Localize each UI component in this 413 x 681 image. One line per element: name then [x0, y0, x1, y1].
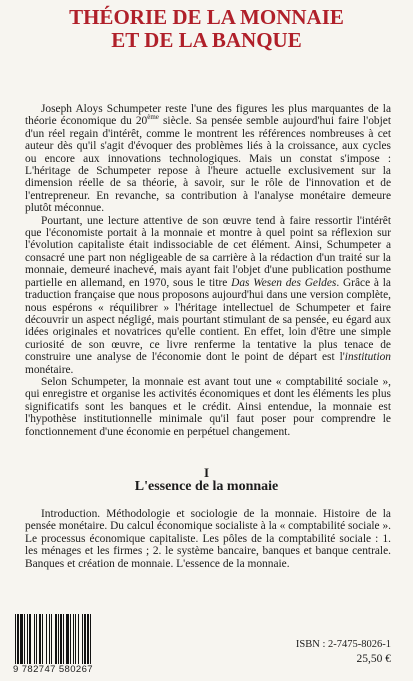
barcode-number: 9 782747 580267 [13, 664, 93, 675]
title-line-2: ET DE LA BANQUE [111, 28, 302, 52]
superscript: ème [147, 113, 159, 122]
barcode [13, 614, 125, 664]
title-line-1: THÉORIE DE LA MONNAIE [69, 5, 344, 29]
blurb [25, 103, 391, 438]
section-number: I [203, 465, 210, 480]
price: 25,50 € [356, 653, 391, 665]
section-contents: Introduction. Méthodologie et sociologie de la monnaie. Histoire de la pensée monétaire. Du calcul économique socialiste à la « comptabilité sociale ». Le processus économique capitaliste. Les pôles de la comptabilité sociale : 1. les ménages et les firmes ; 2. le système bancaire, banques et banque centrale. Banques et création de monnaie. L'essence de la monnaie. [25, 508, 391, 570]
paragraph-1: Joseph Aloys Schumpeter reste l'une des figures les plus marquantes de la théorie économique du 20ème siècle. Sa pensée semble aujourd'hui faire l'objet d'un réel regain d'intérêt, comme le montrent les références nombreuses à cet auteur dès qu'il s'agit d'évoquer des problèmes liés à la croissance, aux cycles ou encore aux innovations technologiques. Mais un constat s'impose : L'héritage de Schumpeter repose à l'heure actuelle exclusivement sur la dimension réelle de sa théorie, à savoir, sur le rôle de l'innovation et de l'entrepreneur. En revanche, sa contribution à l'analyse monétaire demeure plutôt méconnue. [25, 103, 391, 215]
book-title-german: Das Wesen des Geldes [231, 276, 337, 289]
paragraph-3: Selon Schumpeter, la monnaie est avant tout une « comptabilité sociale », qui enregistre et organise les activités économiques et dont les éléments les plus significatifs sont les banques et le crédit. Ainsi entendue, la monnaie est l'hypothèse institutionnelle minimale qu'il faut poser pour comprendre le fonctionnement d'une économie en perpétuel changement. [25, 375, 391, 438]
isbn: ISBN : 2-7475-8026-1 [295, 639, 391, 650]
institution-word: institution [344, 351, 391, 364]
paragraph-2: Pourtant, une lecture attentive de son œuvre tend à faire ressortir l'intérêt que l'économiste portait à la monnaie et montre à quel point sa réflexion sur l'évolution capitaliste était indissociable de cet élément. Ainsi, Schumpeter a consacré une part non négligeable de sa carrière à la rédaction d'un traité sur la monnaie, demeuré inachevé, mais ayant fait l'objet d'une publication posthume partielle en allemand, en 1970, sous le titre Das Wesen des Geldes. Grâce à la traduction française que nous proposons aujourd'hui dans une version complète, nous espérons « réquilibrer » l'héritage intellectuel de Schumpeter et faire découvrir un aspect négligé, mais pourtant stimulant de sa pensée, eu égard aux idées originales et novatrices qu'elle contient. En effet, loin d'être une simple curiosité de son œuvre, ce livre renferme la tentative la plus tenace de construire une analyse de l'économie dont le point de départ est l'institution monétaire. [25, 214, 391, 376]
section-title: L'essence de la monnaie [134, 479, 279, 494]
book-title [0, 6, 413, 52]
